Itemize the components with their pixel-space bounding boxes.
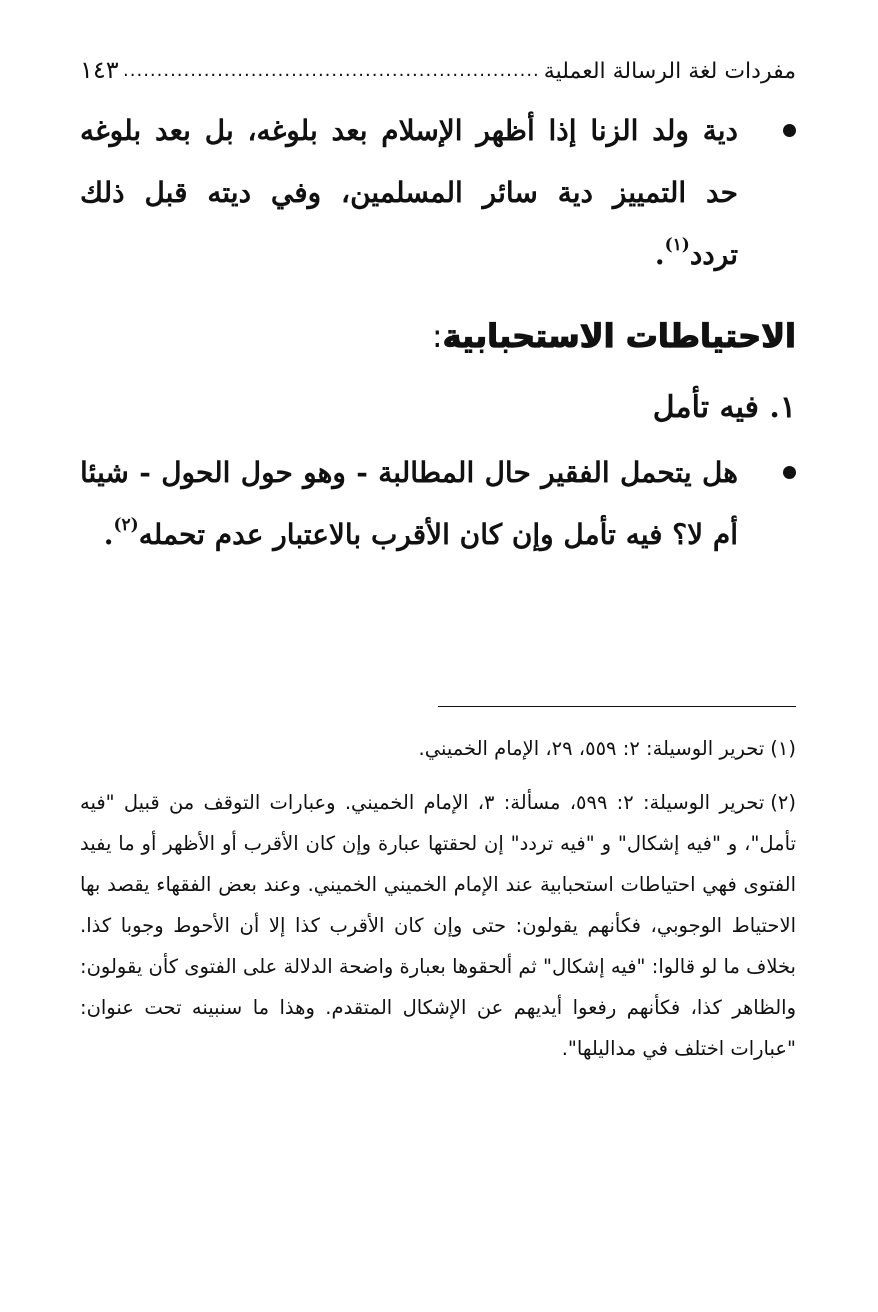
header-leader-dots <box>123 58 540 84</box>
section-heading-colon: : <box>431 317 443 355</box>
paragraph-text <box>80 442 738 566</box>
bullet-paragraph-2 <box>80 442 796 566</box>
section-heading-text: الاحتياطات الاستحبابية <box>442 317 796 355</box>
bullet-dot-icon <box>783 124 796 137</box>
footnote-2 <box>80 782 796 1069</box>
footnote-text: تحرير الوسيلة: ٢: ٥٥٩، ٢٩، الإمام الخميني. <box>418 737 765 760</box>
paragraph-end: . <box>103 518 114 551</box>
numbered-subheading: ١. فيه تأمل <box>652 390 796 425</box>
paragraph-end: . <box>654 238 665 271</box>
book-title: مفردات لغة الرسالة العملية <box>543 59 796 84</box>
footnote-text: تحرير الوسيلة: ٢: ٥٩٩، مسألة: ٣، الإمام الخميني. وعبارات التوقف من قبيل "فيه تأمل"، و "فيه إشكال" و "فيه تردد" إن لحقتها عبارة وإن كان الأقرب أو الأظهر أو ما يفيد الفتوى فهي احتياطات استحبابية عند الإمام الخميني الخميني. وعند بعض الفقهاء يقصد بها الاحتياط الوجوبي، فكأنهم يقولون: حتى وإن كان الأقرب كذا إلا أن الأحوط وجوبا كذا. بخلاف ما لو قالوا: "فيه إشكال" ثم ألحقوها بعبارة واضحة الدلالة على الفتوى كأن يقولون: والظاهر كذا، فكأنهم رفعوا أيديهم عن الإشكال المتقدم. وهذا ما سنبينه تحت عنوان: "عبارات اختلف في مداليلها". <box>80 791 796 1060</box>
bullet-paragraph-1 <box>80 100 796 286</box>
paragraph-body: هل يتحمل الفقير حال المطالبة - وهو حول الحول - شيئا أم لا؟ فيه تأمل وإن كان الأقرب بالاعتبار عدم تحمله <box>80 456 738 551</box>
running-header <box>80 40 796 84</box>
page-number: ١٤٣ <box>80 56 119 84</box>
bullet-dot-icon <box>783 466 796 479</box>
footnote-1 <box>80 728 796 769</box>
section-heading <box>80 306 796 366</box>
footnote-reference[interactable]: (٢) <box>113 515 139 535</box>
footnote-separator <box>438 706 796 707</box>
footnote-number: (٢) <box>770 791 796 814</box>
paragraph-text <box>80 100 738 286</box>
paragraph-body: دية ولد الزنا إذا أظهر الإسلام بعد بلوغه، بل بعد بلوغه حد التمييز دية سائر المسلمين، وفي ديته قبل ذلك تردد <box>80 114 738 271</box>
footnote-reference[interactable]: (١) <box>664 235 690 255</box>
footnote-number: (١) <box>770 737 796 760</box>
